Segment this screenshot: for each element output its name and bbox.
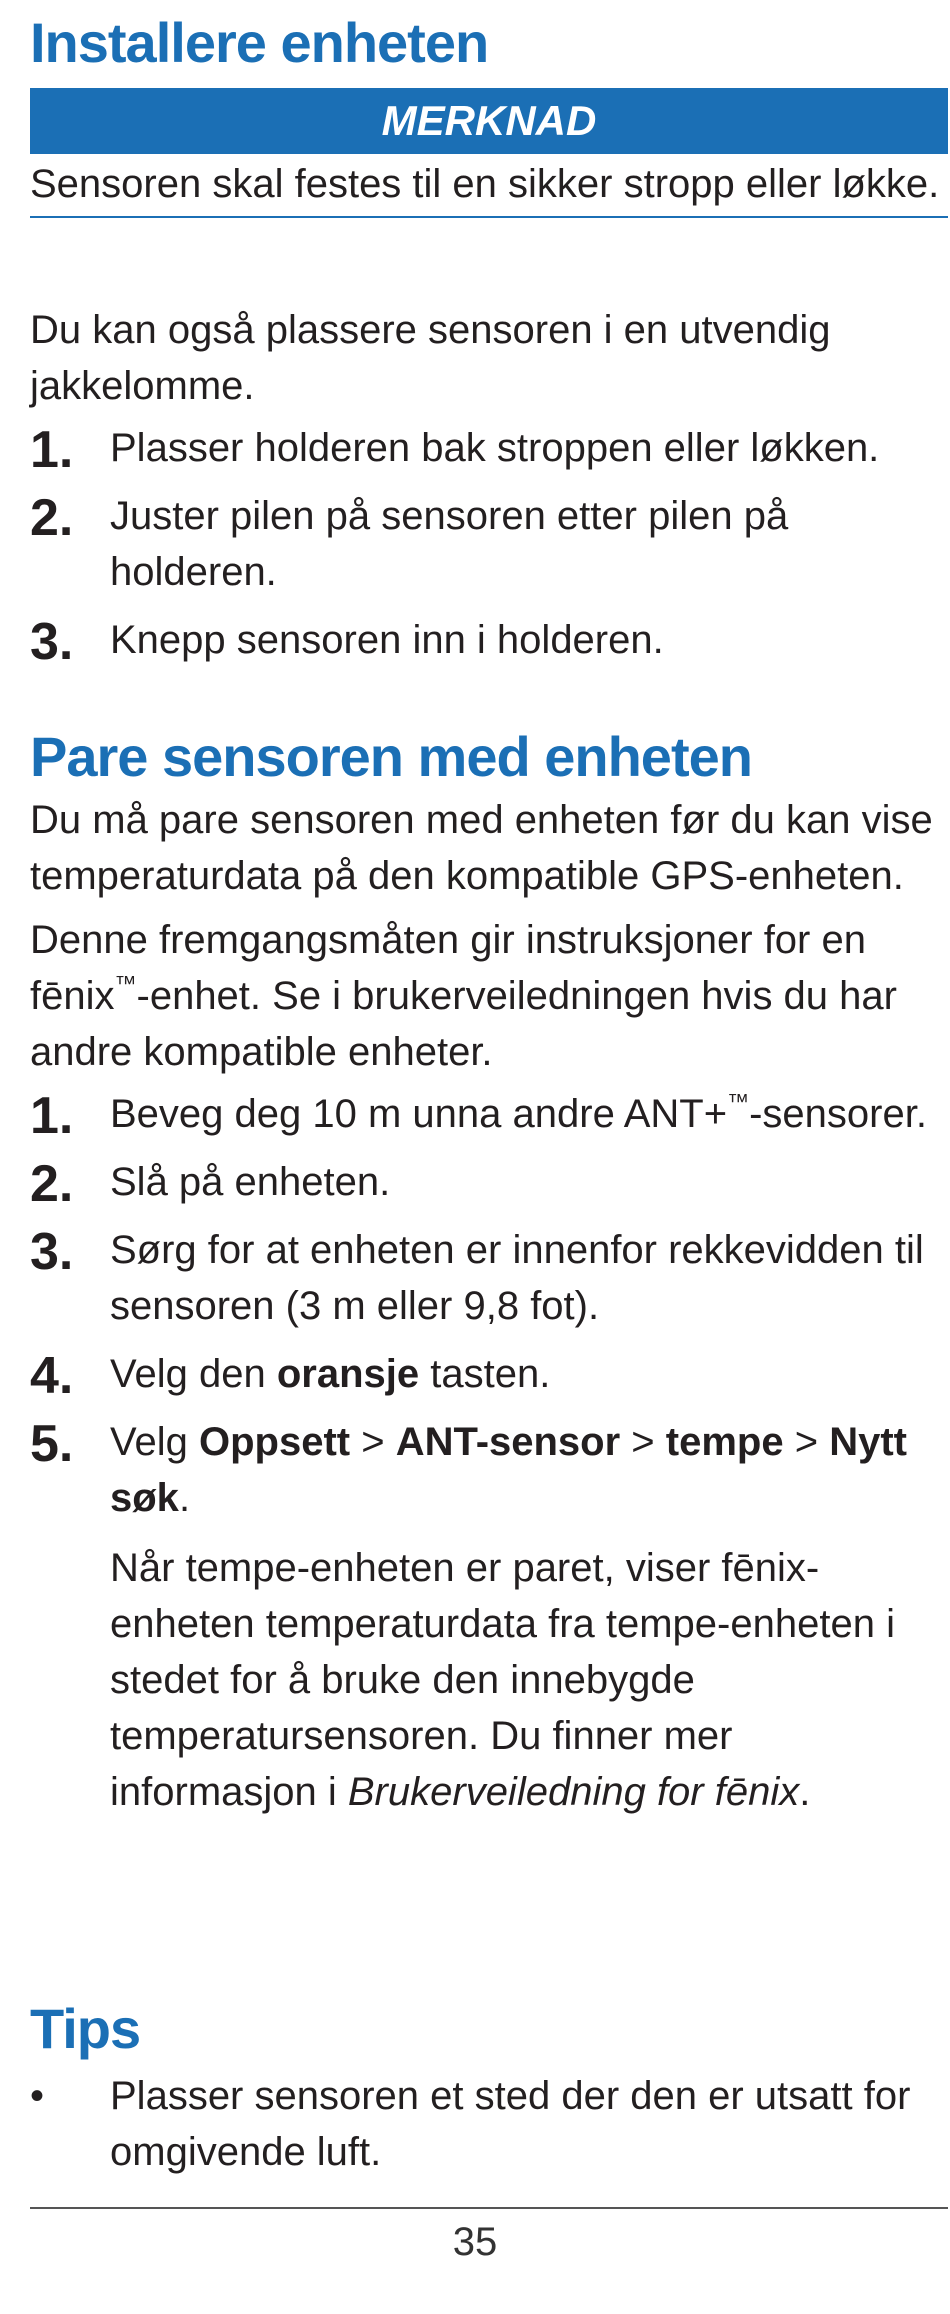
- tips-item: [30, 2068, 948, 2180]
- step-number: 2.: [30, 1155, 74, 1213]
- pair-body: [30, 792, 948, 1832]
- footer-divider: [30, 2207, 948, 2209]
- install-body: [30, 302, 948, 680]
- menu-path-item: tempe: [665, 1420, 784, 1464]
- notice-label: MERKNAD: [30, 88, 948, 154]
- bullet-mark: •: [30, 2074, 45, 2118]
- notice-box: [30, 88, 948, 218]
- section-title-pair: Pare sensoren med enheten: [30, 725, 752, 788]
- pair-para-1: Du må pare sensoren med enheten før du kan vise temperaturdata på den kompatible GPS-enheten.: [30, 798, 933, 898]
- install-steps: [30, 420, 948, 671]
- step-text-b: tasten.: [419, 1352, 551, 1396]
- pair-para-2: [30, 912, 948, 1080]
- step-end: .: [178, 1476, 191, 1520]
- step-text-a: Beveg deg 10 m unna andre ANT+: [110, 1092, 728, 1136]
- manual-reference: Brukerveiledning for fēnix: [347, 1770, 800, 1814]
- menu-path-item: ANT-sensor: [395, 1420, 621, 1464]
- step-number: 1.: [30, 421, 74, 479]
- step-text-a: Velg den: [110, 1352, 277, 1396]
- step-result-b: .: [799, 1770, 811, 1814]
- menu-path-item: Oppsett: [198, 1420, 351, 1464]
- step-number: 3.: [30, 613, 74, 671]
- pair-steps: [30, 1086, 948, 1820]
- step-number: 4.: [30, 1347, 74, 1405]
- step-number: 1.: [30, 1087, 74, 1145]
- section-title-tips: Tips: [30, 1997, 141, 2060]
- pair-step: [30, 1154, 948, 1213]
- pair-step: [30, 1414, 948, 1820]
- step-text: Plasser holderen bak stroppen eller løkken.: [110, 426, 880, 470]
- step-text-b: -sensorer.: [749, 1092, 927, 1136]
- step-number: 2.: [30, 489, 74, 547]
- notice-divider: [30, 216, 948, 218]
- pair-step: [30, 1086, 948, 1145]
- step-result: [110, 1540, 948, 1820]
- install-step: [30, 420, 948, 479]
- menu-separator: >: [620, 1420, 666, 1464]
- tips-item-text: Plasser sensoren et sted der den er utsatt for omgivende luft.: [110, 2074, 911, 2174]
- section-title-install: Installere enheten: [30, 11, 489, 74]
- step-result-a: Når tempe-enheten er paret, viser fēnix-enheten temperaturdata fra tempe-enheten i stedet for å bruke den innebygde temperatursensoren. Du finner mer informasjon i: [110, 1546, 895, 1814]
- pair-step: [30, 1222, 948, 1334]
- pair-step: [30, 1346, 948, 1405]
- tips-list: [30, 2068, 948, 2180]
- step-key-name: oransje: [276, 1352, 420, 1396]
- step-text: Knepp sensoren inn i holderen.: [110, 618, 664, 662]
- step-text: Sørg for at enheten er innenfor rekkevidden til sensoren (3 m eller 9,8 fot).: [110, 1228, 924, 1328]
- install-intro: Du kan også plassere sensoren i en utvendig jakkelomme.: [30, 308, 831, 408]
- notice-text: Sensoren skal festes til en sikker stropp eller løkke.: [30, 162, 940, 206]
- step-text: Slå på enheten.: [110, 1160, 391, 1204]
- page-number: 35: [452, 2220, 498, 2264]
- step-number: 5.: [30, 1415, 74, 1473]
- step-number: 3.: [30, 1223, 74, 1281]
- step-text: Velg: [110, 1420, 199, 1464]
- menu-path-item: Nytt søk: [110, 1420, 907, 1520]
- pair-para-2-a: Denne fremgangsmåten gir instruksjoner for en fēnix: [30, 918, 866, 1018]
- trademark-mark: ™: [114, 971, 137, 996]
- pair-para-2-b: -enhet. Se i brukerveiledningen hvis du har andre kompatible enheter.: [30, 974, 897, 1074]
- menu-separator: >: [783, 1420, 830, 1464]
- install-step: [30, 488, 948, 600]
- step-text: Juster pilen på sensoren etter pilen på holderen.: [110, 494, 789, 594]
- trademark-mark: ™: [727, 1089, 750, 1114]
- menu-separator: >: [350, 1420, 396, 1464]
- install-step: [30, 612, 948, 671]
